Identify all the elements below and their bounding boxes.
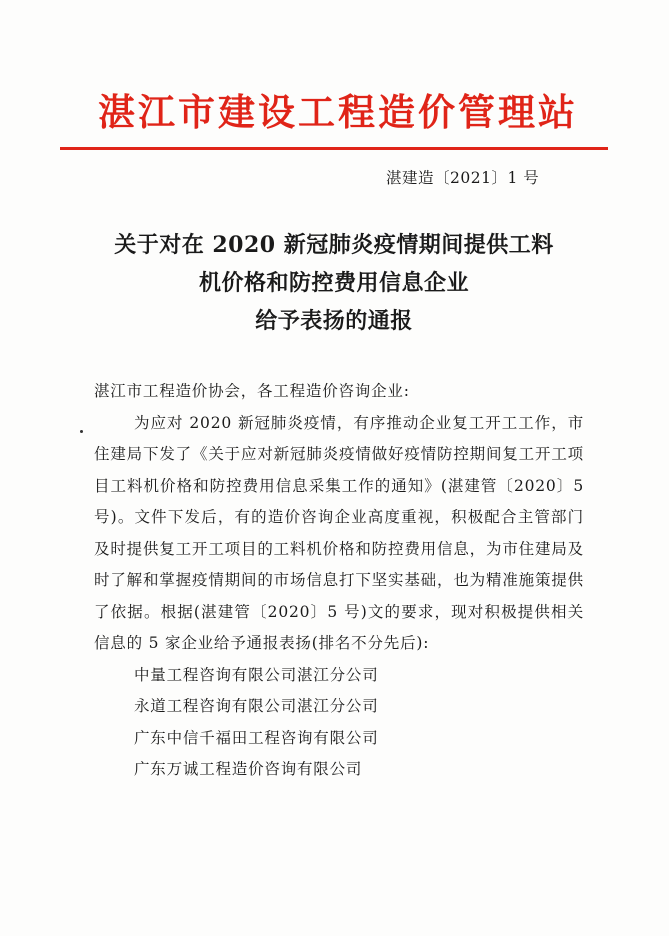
company-item-2: 永道工程咨询有限公司湛江分公司 xyxy=(134,697,379,715)
company-item-3: 广东中信千福田工程咨询有限公司 xyxy=(134,728,379,747)
document-number: 湛建造〔2021〕1 号 xyxy=(386,169,540,187)
document-title xyxy=(60,226,608,340)
salutation: 湛江市工程造价协会，各工程造价咨询企业: xyxy=(94,382,410,400)
title-line-3: 给予表扬的通报 xyxy=(255,308,413,334)
title-line-1: 关于对在 2020 新冠肺炎疫情期间提供工料 xyxy=(114,232,554,258)
title-line-2: 机价格和防控费用信息企业 xyxy=(198,270,469,296)
letterhead-red-rule xyxy=(60,147,608,150)
scan-speck xyxy=(80,430,83,433)
main-paragraph: 为应对 2020 新冠肺炎疫情，有序推动企业复工开工工作，市住建局下发了《关于应对新冠肺炎疫情做好疫情防控期间复工开工项目工料机价格和防控费用信息采集工作的通知》(湛建管〔2020〕5 号)。文件下发后，有的造价咨询企业高度重视，积极配合主管部门及时提供复工开工项目的工料机价格和防控费用信息，为市住建局及时了解和掌握疫情期间的市场信息打下坚实基础，也为精准施策提供了依据。根据(湛建管〔2020〕5 号)文的要求，现对积极提供相关信息的 5 家企业给予通报表扬(排名不分先后): xyxy=(94,413,584,652)
company-item-1: 中量工程咨询有限公司湛江分公司 xyxy=(134,665,379,684)
company-item-4: 广东万诚工程造价咨询有限公司 xyxy=(134,760,363,778)
org-letterhead: 湛江市建设工程造价管理站 xyxy=(98,90,578,134)
document-body xyxy=(94,376,584,786)
